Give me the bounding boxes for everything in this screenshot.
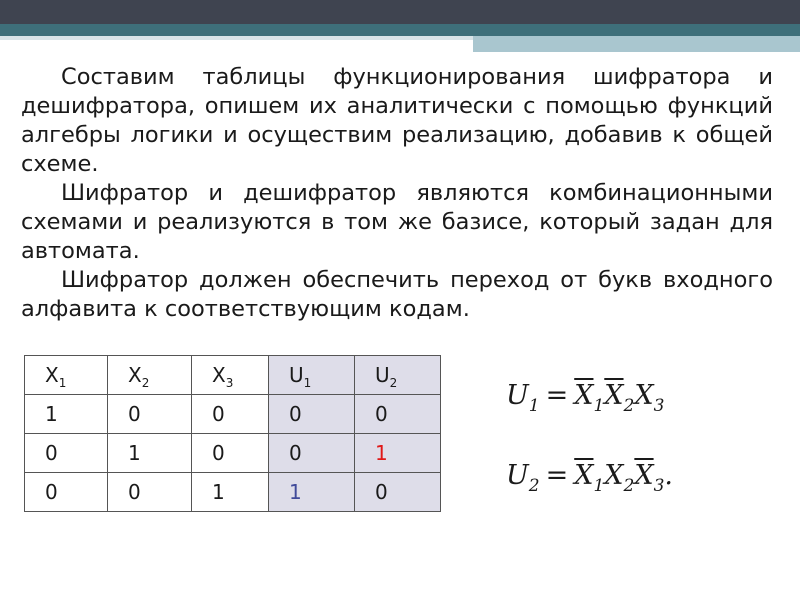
table-row [25, 434, 441, 473]
header-x3-letter: X [212, 363, 226, 387]
paragraph-2: Шифратор и дешифратор являются комбинационными схемами и реализуются в том же базисе, который задан для автомата. [21, 180, 773, 264]
formula-u2-term-2-sub: 2 [623, 476, 635, 496]
formula-u2-lhs-sub: 2 [528, 476, 540, 496]
table-cell: 0 [108, 395, 192, 434]
table-cell: 0 [269, 395, 355, 434]
table-cell: 1 [25, 395, 108, 434]
table-cell: 1 [108, 434, 192, 473]
header-bar-teal [0, 24, 800, 36]
formula-u2-end: . [664, 460, 673, 491]
formula-u1-term-2-sub: 2 [623, 396, 635, 416]
formula-u1-term-3-sub: 3 [653, 396, 665, 416]
formula-u2-equals: = [545, 460, 569, 491]
formula-u2-term-3-sub: 3 [653, 476, 665, 496]
table-row [25, 473, 441, 512]
table-cell: 0 [269, 434, 355, 473]
table-cell: 1 [192, 473, 269, 512]
header-u2-letter: U [375, 363, 390, 387]
table-cell: 0 [108, 473, 192, 512]
formula-u1-term-2: $\overline{X}$ [604, 380, 624, 411]
formula-u1-term-3: X [634, 380, 654, 411]
header-x1 [25, 356, 108, 395]
header-u1-sub: 1 [303, 376, 312, 390]
header-u1 [269, 356, 355, 395]
header-bar-light-left [0, 36, 473, 40]
formula-u2-term-1-sub: 1 [593, 476, 605, 496]
table-cell: 0 [25, 473, 108, 512]
header-x3 [192, 356, 269, 395]
formula-u1 [506, 380, 665, 416]
header-x2 [108, 356, 192, 395]
table-row [25, 395, 441, 434]
formula-u2-term-2: X [604, 460, 624, 491]
header-x1-letter: X [45, 363, 59, 387]
truth-table [24, 355, 441, 512]
header-x2-sub: 2 [141, 376, 150, 390]
table-cell-highlight-red: 1 [355, 434, 441, 473]
header-u2-sub: 2 [389, 376, 398, 390]
formula-u1-equals: = [545, 380, 569, 411]
table-cell: 0 [192, 434, 269, 473]
formula-u1-lhs-sub: 1 [528, 396, 540, 416]
formula-u1-term-1-sub: 1 [593, 396, 605, 416]
paragraph-1: Составим таблицы функционирования шифратора и дешифратора, опишем их аналитически с помощью функций алгебры логики и осуществим реализацию, добавив к общей схеме. [21, 64, 773, 177]
table-cell-highlight-blue: 1 [269, 473, 355, 512]
header-bar-light-right [473, 36, 800, 52]
table-cell: 0 [25, 434, 108, 473]
table-cell: 0 [192, 395, 269, 434]
formula-u2-lhs: U [506, 460, 529, 491]
slide-text [21, 63, 773, 324]
formula-u2-term-3: $\overline{X}$ [634, 460, 654, 491]
table-cell: 0 [355, 473, 441, 512]
header-x1-sub: 1 [58, 376, 67, 390]
header-x3-sub: 3 [225, 376, 234, 390]
formula-u1-term-1: $\overline{X}$ [574, 380, 594, 411]
header-u2 [355, 356, 441, 395]
formula-u2-term-1: $\overline{X}$ [574, 460, 594, 491]
formula-u1-lhs: U [506, 380, 529, 411]
header-x2-letter: X [128, 363, 142, 387]
table-cell: 0 [355, 395, 441, 434]
paragraph-3: Шифратор должен обеспечить переход от букв входного алфавита к соответствующим кодам. [21, 267, 773, 322]
formula-u2 [506, 460, 673, 496]
table-header-row [25, 356, 441, 395]
header-bar-dark [0, 0, 800, 24]
header-u1-letter: U [289, 363, 304, 387]
